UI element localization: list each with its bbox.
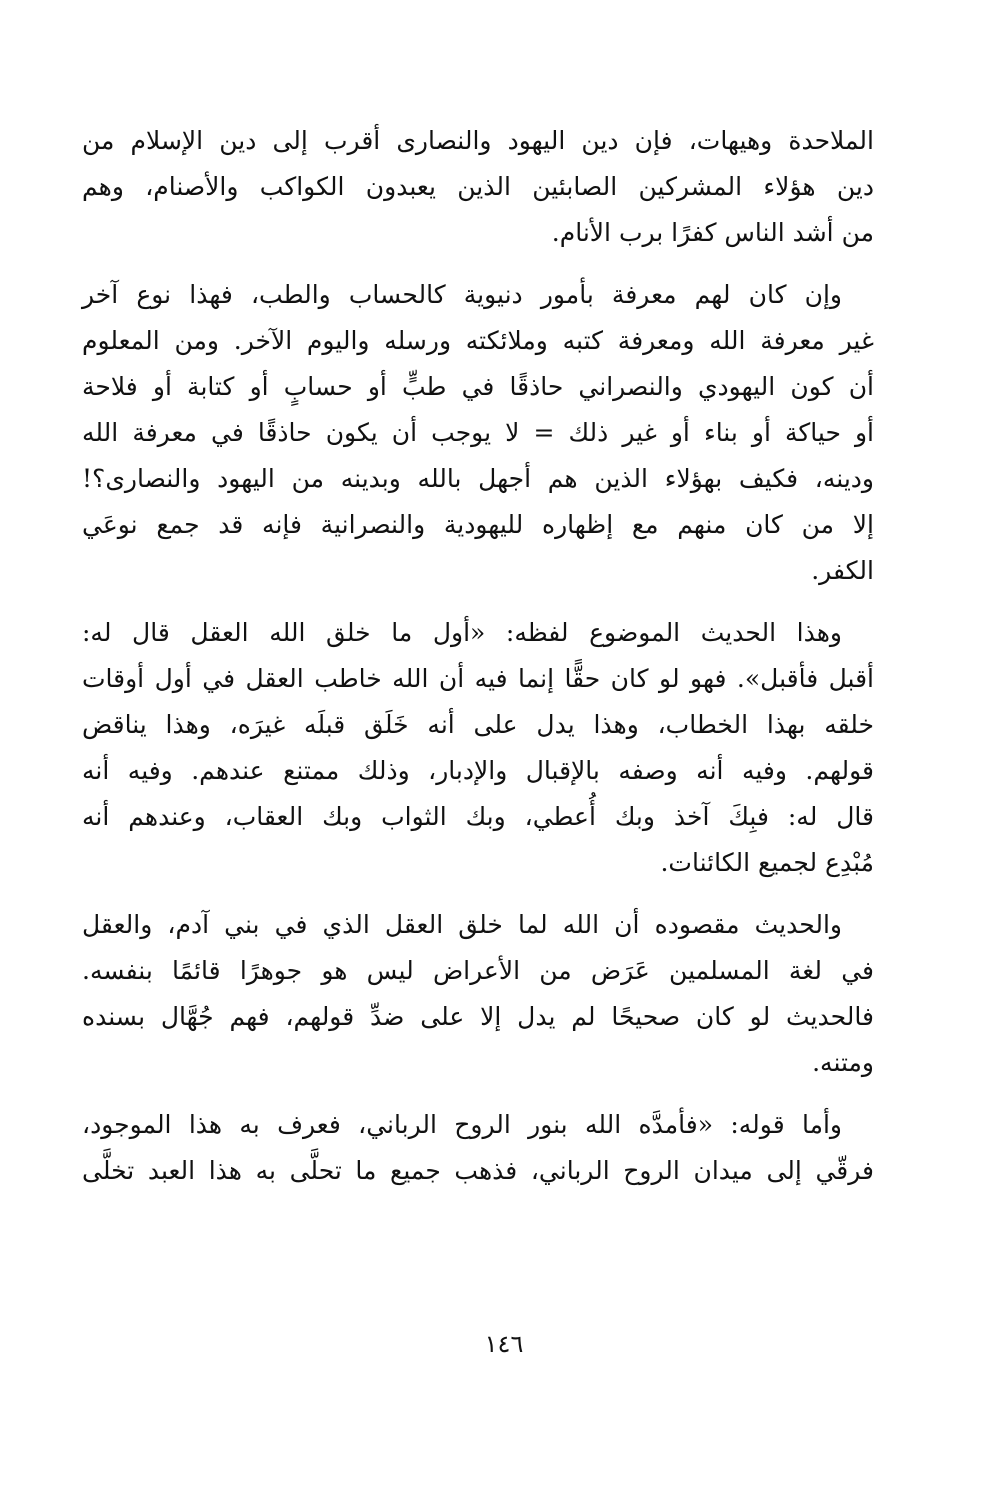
text-line-indented: والحديث مقصوده أن الله لما خلق العقل الذي في بني آدم، والعقل xyxy=(82,910,842,939)
text-line: قولهم. وفيه أنه وصفه بالإقبال والإدبار، وذلك ممتنع عندهم. وفيه أنه xyxy=(82,756,874,785)
text-line: الكفر. xyxy=(811,556,874,585)
text-line: أو حياكة أو بناء أو غير ذلك = لا يوجب أن يكون حاذقًا في معرفة الله xyxy=(82,418,874,447)
text-line: غير معرفة الله ومعرفة كتبه وملائكته ورسله واليوم الآخر. ومن المعلوم xyxy=(82,326,874,355)
text-line: فرقّي إلى ميدان الروح الرباني، فذهب جميع ما تحلَّى به هذا العبد تخلَّى xyxy=(82,1156,874,1185)
paragraph-4 xyxy=(82,902,874,1086)
page-number: ١٤٦ xyxy=(484,1330,524,1358)
text-line: خلقه بهذا الخطاب، وهذا يدل على أنه خَلَق قبلَه غيرَه، وهذا يناقض xyxy=(82,710,874,739)
text-line-indented: وهذا الحديث الموضوع لفظه: «أول ما خلق الله العقل قال له: xyxy=(82,618,842,647)
paragraph-3 xyxy=(82,610,874,886)
text-line-indented: وأما قوله: «فأمدَّه الله بنور الروح الرباني، فعرف به هذا الموجود، xyxy=(82,1110,842,1139)
text-line: قال له: فبِكَ آخذ وبك أُعطي، وبك الثواب وبك العقاب، وعندهم أنه xyxy=(82,802,874,831)
text-line: إلا من كان منهم مع إظهاره لليهودية والنصرانية فإنه قد جمع نوعَي xyxy=(82,510,874,539)
paragraph-5 xyxy=(82,1102,874,1194)
text-line: في لغة المسلمين عَرَض من الأعراض ليس هو جوهرًا قائمًا بنفسه. xyxy=(82,956,874,985)
text-line: فالحديث لو كان صحيحًا لم يدل إلا على ضدِّ قولهم، فهم جُهَّال بسنده xyxy=(82,1002,874,1031)
text-line: ودينه، فكيف بهؤلاء الذين هم أجهل بالله وبدينه من اليهود والنصارى؟! xyxy=(82,464,874,493)
text-line: مُبْدِع لجميع الكائنات. xyxy=(660,848,874,877)
paragraph-2 xyxy=(82,272,874,594)
text-line: أقبل فأقبل». فهو لو كان حقًّا إنما فيه أن الله خاطب العقل في أول أوقات xyxy=(82,664,874,693)
paragraph-1 xyxy=(82,118,874,256)
text-line: ومتنه. xyxy=(812,1048,874,1077)
text-line: دين هؤلاء المشركين الصابئين الذين يعبدون الكواكب والأصنام، وهم xyxy=(82,172,874,201)
text-line: من أشد الناس كفرًا برب الأنام. xyxy=(551,218,874,247)
text-line: الملاحدة وهيهات، فإن دين اليهود والنصارى أقرب إلى دين الإسلام من xyxy=(82,126,874,155)
text-line-indented: وإن كان لهم معرفة بأمور دنيوية كالحساب والطب، فهذا نوع آخر xyxy=(82,280,842,309)
text-line: أن كون اليهودي والنصراني حاذقًا في طبٍّ أو حسابٍ أو كتابة أو فلاحة xyxy=(82,372,874,401)
text-body xyxy=(82,118,874,1194)
